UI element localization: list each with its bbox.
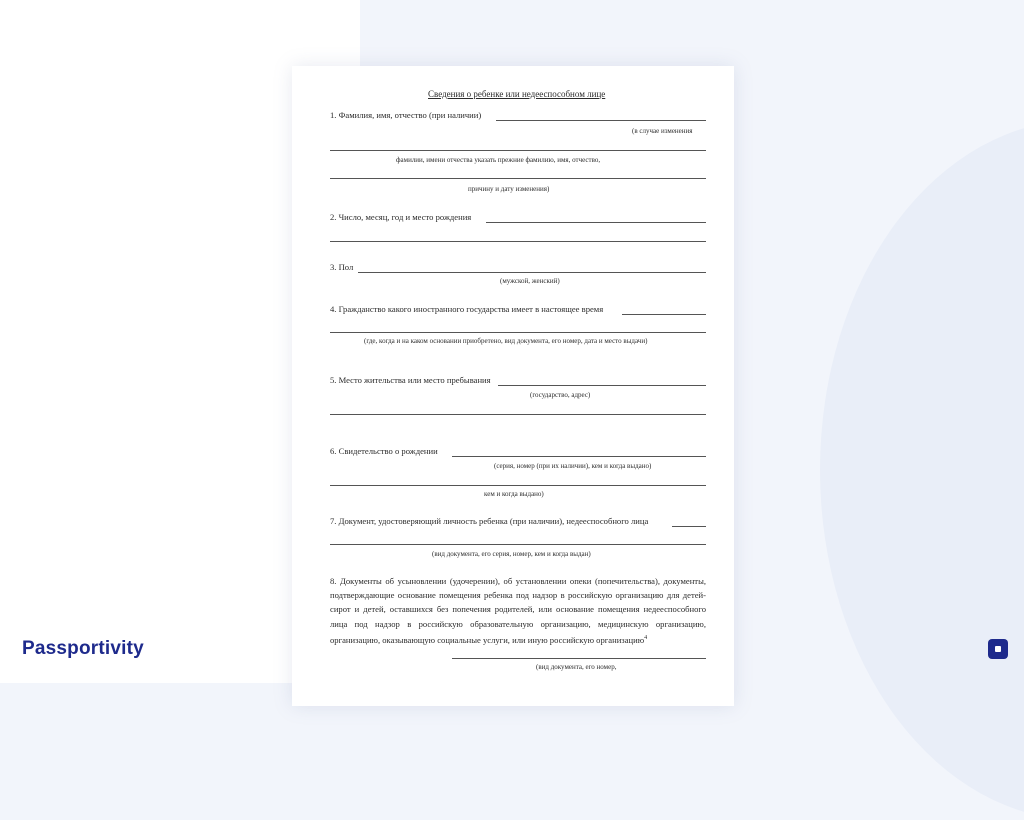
q2-label: 2. Число, месяц, год и место рождения <box>330 212 472 222</box>
q3-sex-line[interactable] <box>358 272 706 273</box>
q5-residence-line[interactable] <box>498 385 706 386</box>
q8-footnote: 4 <box>644 634 648 641</box>
q3-hint: (мужской, женский) <box>500 277 560 285</box>
q5-label: 5. Место жительства или место пребывания <box>330 375 491 385</box>
q7-id-line[interactable] <box>672 526 706 527</box>
q4-details-line[interactable] <box>330 332 706 333</box>
form-document-page <box>292 66 734 706</box>
form-title: Сведения о ребенке или недееспособном лице <box>428 89 606 99</box>
q1-hint-2: фамилии, имени отчества указать прежние фамилию, имя, отчество, <box>396 156 601 164</box>
q1-previous-name-line[interactable] <box>330 150 706 151</box>
q5-hint: (государство, адрес) <box>530 391 591 399</box>
q6-certificate-line[interactable] <box>452 456 706 457</box>
q2-birth-line[interactable] <box>486 222 706 223</box>
q1-hint-1: (в случае изменения <box>632 127 693 135</box>
q1-hint-3: причину и дату изменения) <box>468 185 550 193</box>
q6-label: 6. Свидетельство о рождении <box>330 446 438 456</box>
q5-address-line[interactable] <box>330 414 706 415</box>
q4-hint: (где, когда и на каком основании приобретено, вид документа, его номер, дата и место выдачи) <box>364 337 648 345</box>
q7-details-line[interactable] <box>330 544 706 545</box>
brand-logo: Passportivity <box>22 638 144 659</box>
q8-hint: (вид документа, его номер, <box>536 663 617 671</box>
q4-citizenship-line[interactable] <box>622 314 706 315</box>
q3-label: 3. Пол <box>330 262 354 272</box>
q2-birthplace-line[interactable] <box>330 241 706 242</box>
q8-text: 8. Документы об усыновлении (удочерении), об установлении опеки (попечительства), документы, подтверждающие основание помещения ребенка под надзор в российскую организацию для детей-сирот и детей, оставшихся без попечения родителей, или основание помещения недееспособного лица под надзор в российскую образовательную организацию, медицинскую организацию, организацию, оказывающую социальные услуги, или иную российскую организацию <box>330 576 706 645</box>
q8-documents-line[interactable] <box>452 658 706 659</box>
q6-issued-line[interactable] <box>330 485 706 486</box>
q1-name-line[interactable] <box>496 120 706 121</box>
q4-label: 4. Гражданство какого иностранного государства имеет в настоящее время <box>330 304 604 314</box>
q6-hint-1: (серия, номер (при их наличии), кем и когда выдано) <box>494 462 652 470</box>
q7-label: 7. Документ, удостоверяющий личность ребенка (при наличии), недееспособного лица <box>330 516 649 526</box>
chat-icon <box>995 646 1001 652</box>
q8-paragraph <box>330 574 706 647</box>
q1-label: 1. Фамилия, имя, отчество (при наличии) <box>330 110 482 120</box>
q6-hint-2: кем и когда выдано) <box>484 490 544 498</box>
background-curve-decoration <box>820 120 1024 820</box>
chat-widget-button[interactable] <box>988 639 1008 659</box>
q7-hint: (вид документа, его серия, номер, кем и когда выдан) <box>432 550 591 558</box>
q1-change-reason-line[interactable] <box>330 178 706 179</box>
